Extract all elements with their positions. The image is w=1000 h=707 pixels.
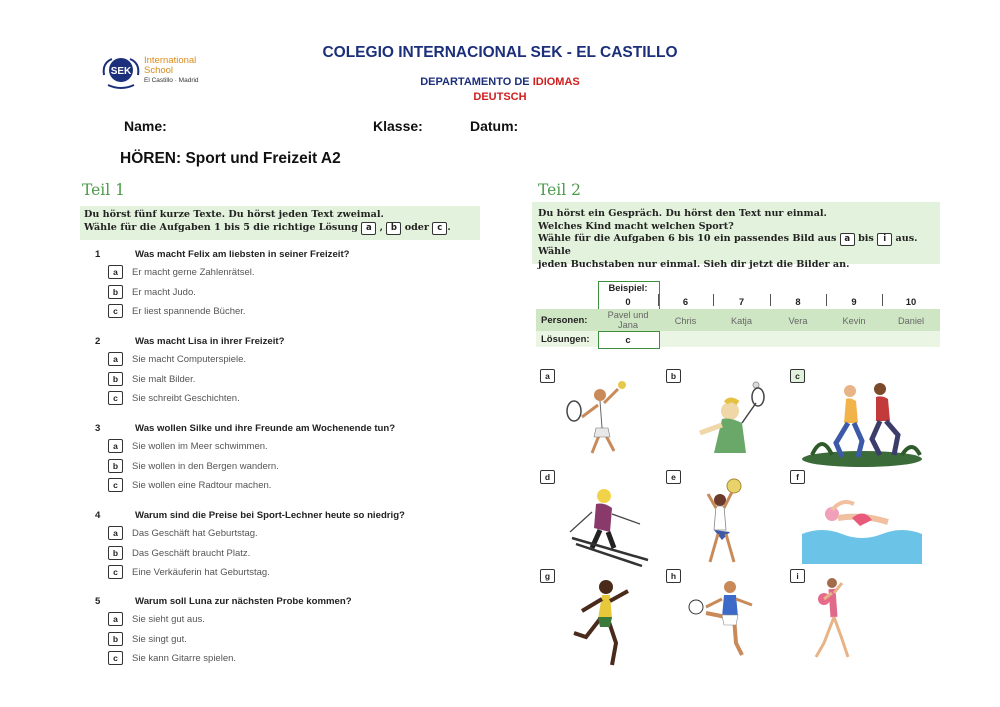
task-number: 9: [851, 296, 857, 307]
option-text: Das Geschäft braucht Platz.: [132, 547, 251, 559]
instr-box-c: c: [432, 222, 447, 235]
badminton-illustration: [678, 373, 798, 473]
picture-label-c[interactable]: c: [790, 369, 805, 383]
skiing-illustration: [552, 474, 672, 574]
teil2-instr-line3b: aus. Wähle: [538, 233, 918, 257]
picture-label-a[interactable]: a: [540, 369, 555, 383]
person-name: Pavel und Jana: [607, 310, 649, 330]
subject: DEUTSCH: [473, 91, 527, 103]
option-text: Er liest spannende Bücher.: [132, 306, 246, 317]
picture-label-e[interactable]: e: [666, 470, 681, 484]
column-separator: [882, 294, 883, 306]
question-number: 4: [95, 510, 101, 521]
picture-label-g[interactable]: g: [540, 569, 555, 583]
beispiel-label: Beispiel:: [608, 282, 648, 293]
option-2a[interactable]: [108, 352, 246, 366]
option-3c[interactable]: [108, 478, 271, 492]
option-letter-box[interactable]: c: [108, 565, 123, 579]
teil2-instr-line4: jeden Buchstaben nur einmal. Sieh dir jetzt die Bilder an.: [538, 258, 850, 270]
question-4: [95, 510, 405, 521]
teil2-instr-line1: Du hörst ein Gespräch. Du hörst den Text nur einmal.: [538, 208, 827, 219]
person-name: Katja: [731, 316, 752, 326]
persons-row-label: Personen:: [541, 315, 588, 326]
question-number: 5: [95, 596, 101, 607]
option-letter-box[interactable]: c: [108, 391, 123, 405]
option-letter-box[interactable]: b: [108, 372, 123, 386]
teil1-instr-line2: Wähle für die Aufgaben 1 bis 5 die richtige Lösung: [84, 221, 358, 233]
question-text: Was wollen Silke und ihre Freunde am Wochenende tun?: [135, 423, 396, 434]
option-4c[interactable]: [108, 565, 270, 579]
solution-input-9[interactable]: [826, 331, 882, 347]
task-number: 10: [905, 296, 917, 307]
example-solution: c: [625, 334, 631, 345]
option-3b[interactable]: [108, 459, 279, 473]
question-5: [95, 596, 352, 607]
option-text: Sie wollen in den Bergen wandern.: [132, 460, 279, 472]
task-number: 6: [682, 296, 689, 307]
question-number: 2: [95, 336, 101, 347]
option-1b[interactable]: [108, 285, 196, 299]
teil1-instr-line1: Du hörst fünf kurze Texte. Du hörst jeden Text zweimal.: [84, 209, 384, 220]
question-text: Was macht Lisa in ihrer Freizeit?: [135, 336, 285, 347]
person-name: Daniel: [897, 316, 925, 326]
question-text: Warum sind die Preise bei Sport-Lechner heute so niedrig?: [135, 510, 405, 521]
option-letter-box[interactable]: c: [108, 304, 123, 318]
option-5a[interactable]: [108, 612, 205, 626]
option-letter-box[interactable]: a: [108, 526, 123, 540]
picture-label-d[interactable]: d: [540, 470, 555, 484]
teil2-instr-line2: Welches Kind macht welchen Sport?: [538, 220, 734, 232]
picture-label-f[interactable]: f: [790, 470, 805, 484]
question-number: 3: [95, 423, 101, 434]
teil1-instructions: [84, 209, 484, 235]
logo-line1: International: [144, 55, 197, 66]
instr-bis: bis: [858, 233, 874, 244]
logo-line3: El Castillo · Madrid: [144, 77, 199, 84]
option-letter-box[interactable]: a: [108, 265, 123, 279]
teil2-instr-line3a: Wähle für die Aufgaben 6 bis 10 ein passendes Bild aus: [538, 233, 837, 244]
instr-box-first: a: [840, 233, 855, 246]
option-3a[interactable]: [108, 439, 268, 453]
instr-box-last: i: [877, 233, 892, 246]
person-name: Chris: [674, 316, 697, 326]
option-letter-box[interactable]: c: [108, 478, 123, 492]
task-number: 7: [738, 296, 745, 307]
name-label: Name:: [124, 118, 167, 134]
option-text: Sie malt Bilder.: [132, 373, 196, 385]
option-text: Sie wollen im Meer schwimmen.: [132, 441, 268, 452]
column-separator: [713, 294, 714, 306]
logo-line2: School: [144, 65, 174, 76]
question-text: Warum soll Luna zur nächsten Probe kommen?: [135, 596, 352, 607]
swimming-illustration: [802, 474, 922, 574]
instr-box-a: a: [361, 222, 376, 235]
option-letter-box[interactable]: a: [108, 612, 123, 626]
option-text: Sie macht Computerspiele.: [132, 354, 247, 365]
column-separator: [826, 294, 827, 306]
option-text: Er macht Judo.: [132, 286, 196, 298]
question-2: [95, 336, 284, 347]
option-text: Sie singt gut.: [132, 633, 187, 645]
datum-label: Datum:: [470, 118, 519, 134]
picture-label-h[interactable]: h: [666, 569, 681, 583]
question-1: [95, 249, 350, 260]
teil2-title: Teil 2: [538, 181, 582, 199]
column-separator: [770, 294, 771, 306]
option-letter-box[interactable]: b: [108, 285, 123, 299]
dept-part2: IDIOMAS: [532, 76, 580, 88]
klasse-label: Klasse:: [373, 118, 423, 134]
teil1-instr-line2-row: Wähle für die Aufgaben 1 bis 5 die richtige Lösung a , b oder c .: [84, 221, 451, 233]
tennis-illustration: [552, 373, 672, 473]
logo-mark: SEK: [110, 66, 132, 77]
school-title: COLEGIO INTERNACIONAL SEK - EL CASTILLO: [322, 44, 678, 61]
question-text: Was macht Felix am liebsten in seiner Freizeit?: [135, 249, 350, 260]
option-5c[interactable]: [108, 651, 236, 665]
task-number: 8: [795, 296, 801, 307]
option-4b[interactable]: [108, 546, 250, 560]
person-name: Kevin: [842, 316, 866, 326]
option-text: Sie sieht gut aus.: [132, 614, 205, 625]
running-illustration: [552, 573, 672, 673]
option-1c[interactable]: [108, 304, 246, 318]
option-text: Sie schreibt Geschichten.: [132, 393, 240, 404]
volleyball-illustration: [678, 474, 798, 574]
solution-input-8[interactable]: [770, 331, 826, 347]
rhythmic-gymnastics-illustration: [802, 573, 922, 673]
option-letter-box[interactable]: c: [108, 651, 123, 665]
option-5b[interactable]: [108, 632, 187, 646]
option-letter-box[interactable]: a: [108, 439, 123, 453]
option-text: Sie kann Gitarre spielen.: [132, 653, 237, 664]
solutions-row-label: Lösungen:: [541, 334, 590, 345]
instr-box-b: b: [386, 222, 401, 235]
teil1-title: Teil 1: [82, 181, 126, 199]
task-number: 0: [625, 296, 631, 307]
option-letter-box[interactable]: b: [108, 546, 123, 560]
option-text: Sie wollen eine Radtour machen.: [132, 480, 272, 491]
option-text: Das Geschäft hat Geburtstag.: [132, 528, 258, 539]
worksheet-title: HÖREN: Sport und Freizeit A2: [120, 150, 341, 167]
option-letter-box[interactable]: b: [108, 459, 123, 473]
solution-input-6[interactable]: [658, 331, 713, 347]
option-1a[interactable]: [108, 265, 255, 279]
option-letter-box[interactable]: a: [108, 352, 123, 366]
instr-oder: oder: [404, 221, 429, 233]
solution-input-10[interactable]: [882, 331, 940, 347]
teil2-instructions: [538, 208, 938, 271]
option-4a[interactable]: [108, 526, 258, 540]
person-name: Vera: [788, 316, 808, 326]
option-text: Eine Verkäuferin hat Geburtstag.: [132, 567, 270, 578]
option-2b[interactable]: [108, 372, 195, 386]
option-text: Er macht gerne Zahlenrätsel.: [132, 267, 255, 278]
option-letter-box[interactable]: b: [108, 632, 123, 646]
question-number: 1: [95, 249, 101, 260]
question-3: [95, 423, 395, 434]
jogging-illustration: [802, 373, 922, 473]
picture-label-i[interactable]: i: [790, 569, 805, 583]
column-separator: [658, 294, 659, 306]
department: [0, 76, 1000, 88]
option-2c[interactable]: [108, 391, 240, 405]
dept-part1: DEPARTAMENTO DE: [420, 76, 533, 88]
picture-label-b[interactable]: b: [666, 369, 681, 383]
solution-input-7[interactable]: [713, 331, 770, 347]
teil2-instr-line3: [538, 233, 938, 259]
football-illustration: [678, 573, 798, 673]
